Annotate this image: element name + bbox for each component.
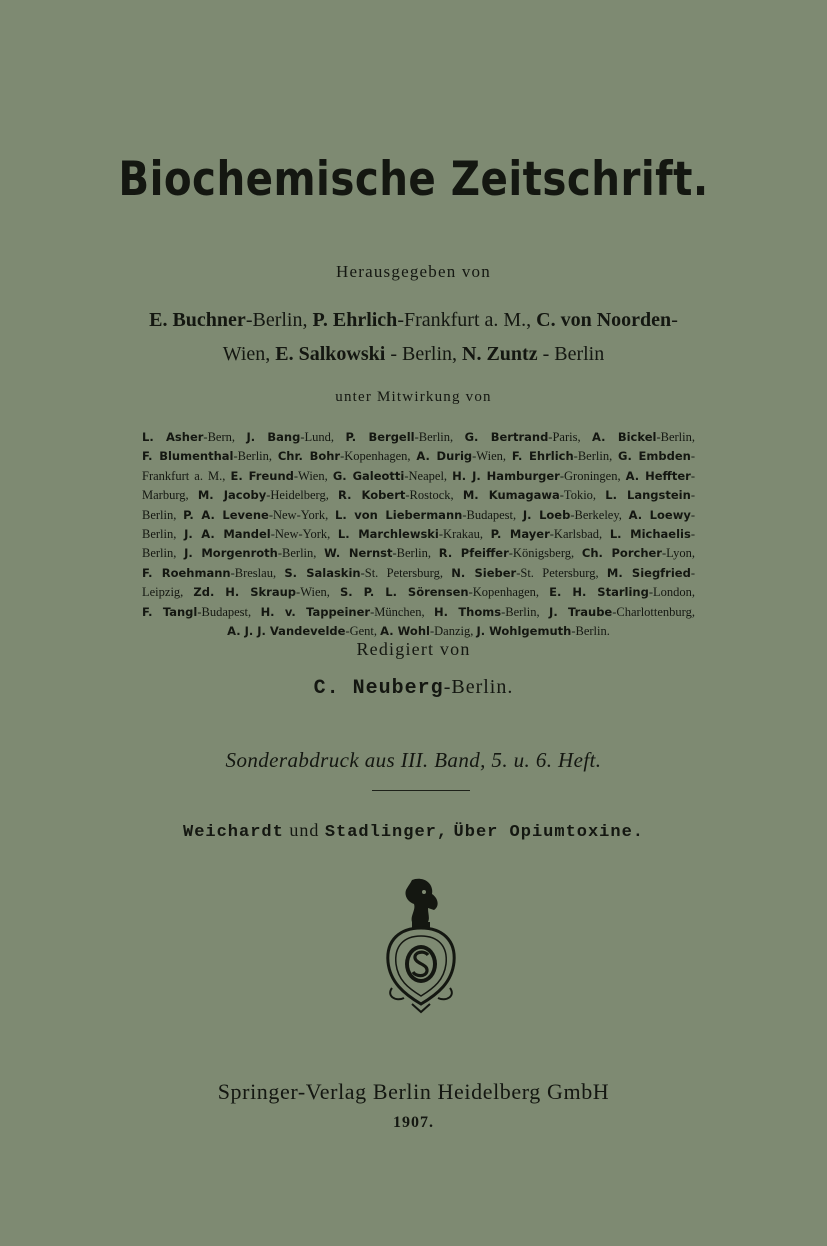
- article-title: Über Opiumtoxine.: [453, 823, 644, 842]
- collaborator-name: N. Sieber: [451, 565, 517, 580]
- editor-name: P. Ehrlich: [312, 309, 398, 331]
- collaborator-name: S. Salaskin: [284, 565, 361, 580]
- collaborator-place: -Berlin,: [414, 430, 465, 444]
- collaborator-name: F. Tangl: [142, 604, 198, 619]
- collaborator-place: Frankfurt a. M.,: [142, 468, 231, 483]
- collaborator-name: J. Wohlgemuth: [476, 624, 572, 639]
- collaborator-place: -Berlin,: [573, 449, 619, 464]
- collaborators-line: [142, 544, 695, 563]
- collaborator-name: M. Jacoby: [197, 488, 267, 503]
- collaborator-name: E. Freund: [230, 468, 294, 483]
- collaborator-place: -Lyon,: [661, 546, 695, 561]
- collaborator-name: L. Marchlewski: [337, 527, 439, 542]
- collaborator-place: -Wien,: [296, 585, 340, 600]
- collaborator-place: -Wien,: [293, 468, 333, 483]
- collaborator-place: -Berlin,: [501, 604, 550, 619]
- collaborator-place: -: [690, 565, 695, 580]
- collaborator-name: H. Thoms: [434, 604, 502, 619]
- collaborators-line: [142, 603, 695, 622]
- collaborators-caption: unter Mitwirkung von: [335, 389, 492, 405]
- editor-place: - Berlin: [537, 343, 605, 365]
- collaborators-line: [142, 525, 695, 544]
- collaborators-line: [142, 467, 695, 486]
- offprint-note: Sonderabdruck aus III. Band, 5. u. 6. Heft.: [225, 748, 602, 772]
- collaborator-place: -Kopenhagen,: [468, 585, 550, 600]
- collaborator-place: Marburg,: [142, 488, 198, 503]
- collaborator-name: S. P. L. Sörensen: [339, 585, 469, 600]
- collaborator-place: -St. Petersburg,: [516, 565, 607, 580]
- collaborator-place: -New-York,: [268, 507, 335, 522]
- collaborator-place: Berlin,: [142, 546, 185, 561]
- collaborator-place: -Danzig,: [429, 624, 477, 639]
- collaborator-name: A. Durig: [416, 449, 473, 464]
- redaction-caption: Redigiert von: [356, 639, 471, 659]
- collaborator-name: L. Langstein: [605, 488, 691, 503]
- editors-line-2: [0, 343, 827, 366]
- collaborator-place: -Kopenhagen,: [340, 449, 417, 464]
- publisher: Springer-Verlag Berlin Heidelberg GmbH: [217, 1079, 610, 1104]
- collaborator-place: -Berlin,: [233, 449, 278, 464]
- editor-name: E. Salkowski: [275, 343, 386, 365]
- collaborator-place: Berlin,: [142, 527, 185, 542]
- collaborator-place: Leipzig,: [142, 585, 194, 600]
- collaborator-place: -Wien,: [472, 449, 512, 464]
- collaborator-place: -München,: [370, 604, 435, 619]
- collaborator-name: J. Morgenroth: [184, 546, 278, 561]
- collaborator-name: F. Blumenthal: [142, 449, 234, 464]
- collaborator-name: L. Asher: [142, 430, 204, 444]
- collaborators-line: [142, 564, 695, 583]
- collaborator-place: -: [690, 449, 695, 464]
- article-author-2: Stadlinger,: [324, 823, 449, 842]
- collaborator-place: -Neapel,: [404, 468, 453, 483]
- collaborator-name: A. Bickel: [592, 430, 657, 444]
- collaborator-place: -Berkeley,: [570, 507, 629, 522]
- collaborator-place: -Karlsbad,: [549, 527, 610, 542]
- collaborator-place: -Lund,: [300, 430, 346, 444]
- editor-place: - Berlin,: [385, 343, 462, 365]
- redaction-editor: [0, 676, 827, 700]
- editors-line-1: [0, 309, 827, 332]
- collaborator-name: M. Kumagawa: [462, 488, 560, 503]
- collaborator-place: -New-York,: [270, 527, 338, 542]
- collaborator-name: F. Ehrlich: [511, 449, 574, 464]
- collaborator-place: -Heidelberg,: [266, 488, 339, 503]
- collaborator-place: -: [690, 488, 695, 503]
- article-line: [0, 820, 827, 842]
- journal-title: Biochemische Zeitschrift.: [118, 152, 709, 207]
- collaborator-name: F. Roehmann: [142, 565, 231, 580]
- collaborator-name: P. Bergell: [345, 430, 415, 444]
- redaction-editor-name: C. Neuberg: [313, 677, 444, 700]
- collaborator-name: A. Loewy: [628, 507, 691, 522]
- article-author-1: Weichardt: [183, 823, 284, 842]
- collaborator-place: -London,: [648, 585, 695, 600]
- editor-name: C. von Noorden: [536, 309, 672, 331]
- collaborator-name: L. von Liebermann: [335, 507, 463, 522]
- collaborator-place: -Tokio,: [559, 488, 606, 503]
- collaborator-name: E. H. Starling: [549, 585, 649, 600]
- redaction-editor-place: -Berlin.: [443, 676, 514, 698]
- collaborator-name: G. Galeotti: [332, 468, 405, 483]
- collaborator-name: Ch. Porcher: [581, 546, 662, 561]
- collaborator-name: J. Traube: [549, 604, 613, 619]
- collaborator-name: Chr. Bohr: [277, 449, 341, 464]
- editor-name: N. Zuntz: [462, 343, 538, 365]
- editor-place: Wien,: [222, 343, 276, 365]
- editor-name: E. Buchner: [149, 309, 246, 331]
- editor-place: -: [671, 309, 678, 331]
- collaborator-place: -Groningen,: [559, 468, 626, 483]
- collaborators-line: [142, 428, 695, 447]
- collaborator-name: P. Mayer: [490, 527, 550, 542]
- collaborator-name: L. Michaelis: [609, 527, 691, 542]
- collaborator-place: -Berlin,: [656, 430, 695, 444]
- collaborator-place: -Rostock,: [405, 488, 463, 503]
- collaborators-line: [142, 506, 695, 525]
- collaborator-place: -Breslau,: [230, 565, 285, 580]
- collaborator-name: M. Siegfried: [606, 565, 691, 580]
- collaborators-line: [142, 486, 695, 505]
- collaborator-name: J. Bang: [246, 430, 301, 444]
- collaborator-name: J. A. Mandel: [184, 527, 271, 542]
- collaborator-place: Berlin,: [142, 507, 184, 522]
- editor-place: -Berlin,: [245, 309, 313, 331]
- collaborator-name: R. Kobert: [338, 488, 406, 503]
- collaborator-place: -: [690, 507, 695, 522]
- collaborator-name: R. Pfeiffer: [438, 546, 509, 561]
- collaborator-place: -Charlottenburg,: [612, 604, 695, 619]
- collaborator-name: J. Loeb: [522, 507, 571, 522]
- article-conjunction: und: [289, 820, 320, 840]
- collaborator-name: G. Bertrand: [464, 430, 549, 444]
- collaborator-name: G. Embden: [618, 449, 691, 464]
- springer-knight-logo-icon: [382, 876, 460, 1014]
- collaborator-place: -Krakau,: [438, 527, 491, 542]
- collaborator-place: -Berlin.: [571, 624, 610, 639]
- collaborator-place: -Berlin,: [392, 546, 439, 561]
- collaborator-place: -Paris,: [548, 430, 593, 444]
- collaborator-name: H. J. Hamburger: [452, 468, 560, 483]
- collaborator-place: -: [690, 527, 695, 542]
- collaborator-place: -Budapest,: [197, 604, 261, 619]
- collaborator-name: P. A. Levene: [183, 507, 269, 522]
- collaborator-place: -Gent,: [345, 624, 381, 639]
- collaborator-place: -St. Petersburg,: [360, 565, 452, 580]
- collaborator-place: -Königsberg,: [508, 546, 582, 561]
- collaborators-list: [142, 428, 695, 641]
- editors-caption: Herausgegeben von: [336, 262, 491, 281]
- collaborator-name: Zd. H. Skraup: [193, 585, 297, 600]
- collaborator-name: A. J. J. Vandevelde: [227, 624, 346, 639]
- collaborator-name: W. Nernst: [324, 546, 393, 561]
- editor-place: -Frankfurt a. M.,: [397, 309, 537, 331]
- collaborator-place: -Budapest,: [462, 507, 523, 522]
- collaborators-line: [142, 447, 695, 466]
- collaborator-place: -Bern,: [203, 430, 247, 444]
- collaborator-name: A. Heffter: [625, 468, 691, 483]
- collaborator-place: -: [690, 468, 695, 483]
- collaborator-place: -Berlin,: [277, 546, 325, 561]
- collaborator-name: A. Wohl: [380, 624, 430, 639]
- collaborators-line: [142, 583, 695, 602]
- publication-year: 1907.: [393, 1114, 434, 1131]
- collaborator-name: H. v. Tappeiner: [260, 604, 371, 619]
- divider-rule: [372, 790, 470, 791]
